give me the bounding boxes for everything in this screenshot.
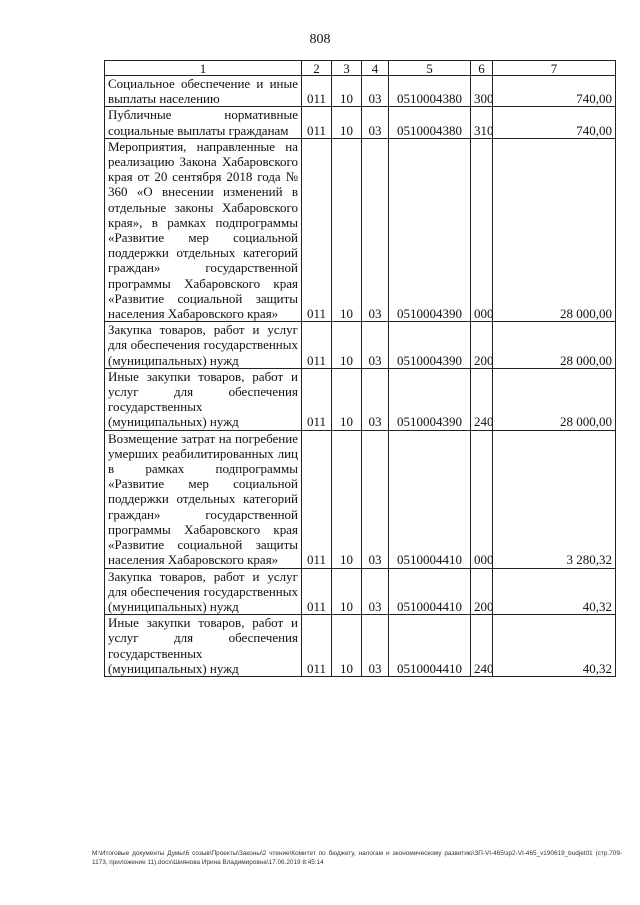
row-code-admin: 011 xyxy=(302,322,332,369)
row-amount: 40,32 xyxy=(493,615,616,677)
row-code-subsection: 03 xyxy=(362,368,389,430)
column-header: 5 xyxy=(389,61,471,76)
row-code-section: 10 xyxy=(332,430,362,568)
table-row xyxy=(105,568,616,615)
row-amount: 3 280,32 xyxy=(493,430,616,568)
row-code-section: 10 xyxy=(332,138,362,321)
row-code-section: 10 xyxy=(332,107,362,138)
table-row xyxy=(105,430,616,568)
row-code-target: 0510004390 xyxy=(389,138,471,321)
row-code-target: 0510004380 xyxy=(389,76,471,107)
row-code-expense-type: 310 xyxy=(471,107,493,138)
document-path-footer: М:\Итоговые документы Думы\6 созыв\Проекты\Законы\2 чтение\Комитет по бюджету, налогам и экономическому развитию\ЗП-VI-465\зр2-VI-465_v190619_budjet01 (стр.709-1173, приложение 11).docx\Шиянова Ирина Владимировна\17.06.2019 8:45:14 xyxy=(92,850,622,866)
row-code-expense-type: 200 xyxy=(471,322,493,369)
row-description: Возмещение затрат на погребение умерших реабилитированных лиц в рамках подпрограммы «Развитие мер социальной поддержки отдельных категорий граждан» государственной программы Хабаровского края «Развитие социальной защиты населения Хабаровского края» xyxy=(105,430,302,568)
page-number: 808 xyxy=(309,32,331,47)
row-code-target: 0510004410 xyxy=(389,615,471,677)
row-code-subsection: 03 xyxy=(362,615,389,677)
column-header: 4 xyxy=(362,61,389,76)
row-code-expense-type: 200 xyxy=(471,568,493,615)
column-header: 6 xyxy=(471,61,493,76)
row-code-expense-type: 240 xyxy=(471,368,493,430)
row-amount: 740,00 xyxy=(493,107,616,138)
row-code-target: 0510004380 xyxy=(389,107,471,138)
row-description: Закупка товаров, работ и услуг для обеспечения государственных (муниципальных) нужд xyxy=(105,568,302,615)
table-row xyxy=(105,138,616,321)
row-code-expense-type: 000 xyxy=(471,430,493,568)
row-code-subsection: 03 xyxy=(362,568,389,615)
row-amount: 28 000,00 xyxy=(493,138,616,321)
column-header: 3 xyxy=(332,61,362,76)
column-header: 2 xyxy=(302,61,332,76)
row-code-section: 10 xyxy=(332,568,362,615)
row-code-section: 10 xyxy=(332,76,362,107)
row-description: Иные закупки товаров, работ и услуг для обеспечения государственных (муниципальных) нужд xyxy=(105,368,302,430)
row-code-subsection: 03 xyxy=(362,76,389,107)
row-code-section: 10 xyxy=(332,322,362,369)
row-code-section: 10 xyxy=(332,368,362,430)
row-code-section: 10 xyxy=(332,615,362,677)
row-code-subsection: 03 xyxy=(362,322,389,369)
row-code-subsection: 03 xyxy=(362,430,389,568)
row-code-admin: 011 xyxy=(302,138,332,321)
table-row xyxy=(105,615,616,677)
row-amount: 28 000,00 xyxy=(493,322,616,369)
row-code-expense-type: 000 xyxy=(471,138,493,321)
row-description: Мероприятия, направленные на реализацию Закона Хабаровского края от 20 сентября 2018 года № 360 «О внесении изменений в отдельные законы Хабаровского края», в рамках подпрограммы «Развитие мер социальной поддержки отдельных категорий граждан» государственной программы Хабаровского края «Развитие социальной защиты населения Хабаровского края» xyxy=(105,138,302,321)
row-amount: 40,32 xyxy=(493,568,616,615)
table-header-row xyxy=(105,61,616,76)
table-row xyxy=(105,107,616,138)
table-row xyxy=(105,76,616,107)
table-row xyxy=(105,368,616,430)
budget-table xyxy=(104,60,616,677)
row-code-expense-type: 240 xyxy=(471,615,493,677)
row-description: Публичные нормативные социальные выплаты гражданам xyxy=(105,107,302,138)
row-code-expense-type: 300 xyxy=(471,76,493,107)
row-code-subsection: 03 xyxy=(362,138,389,321)
row-code-admin: 011 xyxy=(302,568,332,615)
row-code-subsection: 03 xyxy=(362,107,389,138)
column-header: 1 xyxy=(105,61,302,76)
row-description: Социальное обеспечение и иные выплаты населению xyxy=(105,76,302,107)
row-code-admin: 011 xyxy=(302,107,332,138)
row-code-target: 0510004410 xyxy=(389,568,471,615)
row-code-target: 0510004390 xyxy=(389,368,471,430)
column-header: 7 xyxy=(493,61,616,76)
row-code-target: 0510004410 xyxy=(389,430,471,568)
row-code-admin: 011 xyxy=(302,430,332,568)
row-description: Иные закупки товаров, работ и услуг для обеспечения государственных (муниципальных) нужд xyxy=(105,615,302,677)
table-row xyxy=(105,322,616,369)
row-code-admin: 011 xyxy=(302,368,332,430)
row-description: Закупка товаров, работ и услуг для обеспечения государственных (муниципальных) нужд xyxy=(105,322,302,369)
row-code-admin: 011 xyxy=(302,76,332,107)
row-code-target: 0510004390 xyxy=(389,322,471,369)
row-amount: 740,00 xyxy=(493,76,616,107)
row-amount: 28 000,00 xyxy=(493,368,616,430)
row-code-admin: 011 xyxy=(302,615,332,677)
